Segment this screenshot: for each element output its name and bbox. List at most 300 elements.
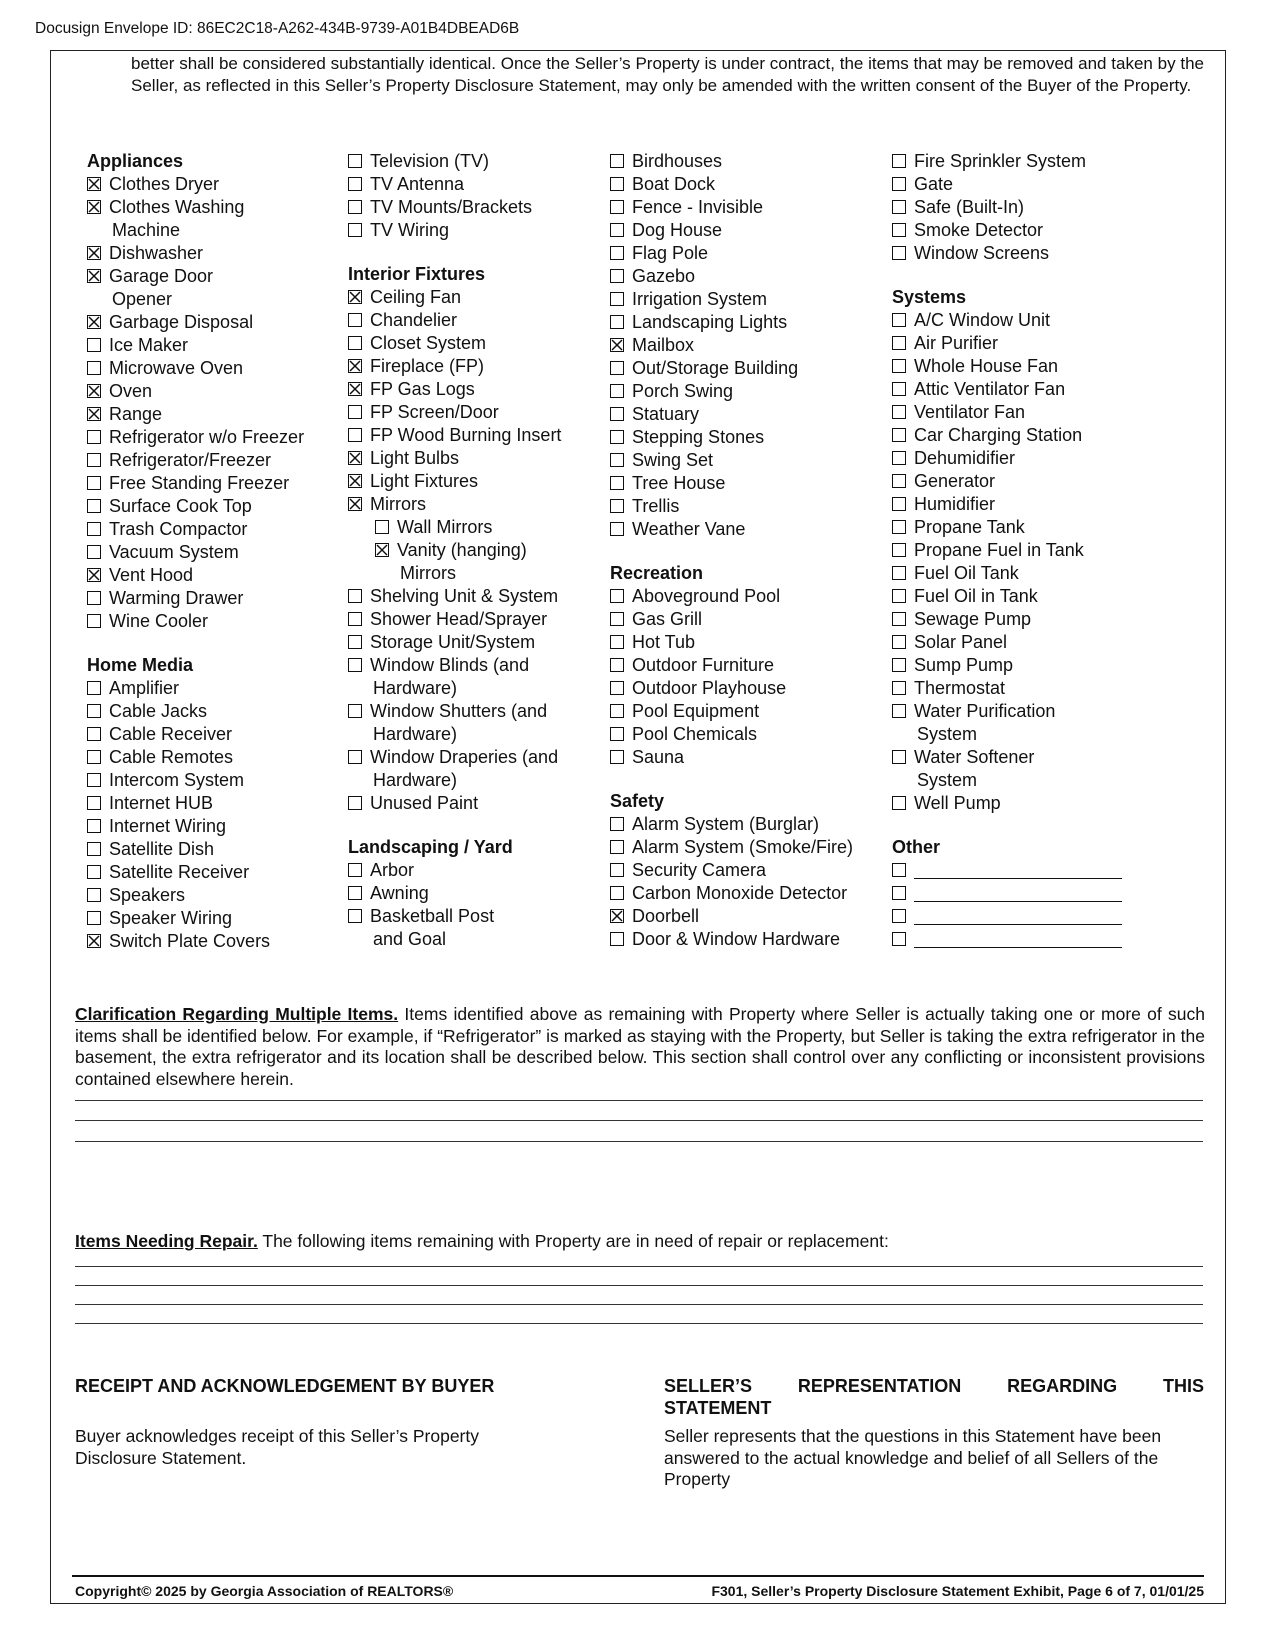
checkbox[interactable] bbox=[87, 773, 101, 787]
checklist-item-garbage-disposal[interactable] bbox=[87, 311, 304, 334]
checklist-item-outdoor-furniture[interactable] bbox=[610, 654, 853, 677]
clarification-text: Items identified above as remaining with Property where Seller is actually taking one or more of such items shall be identified below. For example, if “Refrigerator” is marked as staying with the Property, but Seller is taking the extra refrigerator in the basement, the extra refrigerator and its location shall be described below. This section shall control over any conflicting or inconsistent provisions contained elsewhere herein. bbox=[75, 1004, 1205, 1089]
checklist-item-trellis[interactable] bbox=[610, 495, 853, 518]
checkbox[interactable] bbox=[892, 635, 906, 649]
checklist-item-boat-dock[interactable] bbox=[610, 173, 853, 196]
checkbox[interactable] bbox=[610, 361, 624, 375]
checklist-item-attic-ventilator-fan[interactable] bbox=[892, 378, 1122, 401]
checkbox[interactable] bbox=[610, 932, 624, 946]
checkbox[interactable] bbox=[610, 315, 624, 329]
checklist-item-other[interactable] bbox=[892, 905, 1122, 928]
checkbox[interactable] bbox=[892, 451, 906, 465]
checklist-item-range[interactable] bbox=[87, 403, 304, 426]
checkbox[interactable] bbox=[610, 658, 624, 672]
other-item-blank-field[interactable] bbox=[914, 887, 1122, 902]
checkbox[interactable] bbox=[610, 154, 624, 168]
checklist-item-smoke-detector[interactable] bbox=[892, 219, 1122, 242]
checklist-item-doorbell[interactable] bbox=[610, 905, 853, 928]
repair-line[interactable] bbox=[75, 1304, 1203, 1305]
checklist-column-1 bbox=[87, 150, 304, 953]
repair-line[interactable] bbox=[75, 1266, 1203, 1267]
checklist-item-mailbox[interactable] bbox=[610, 334, 853, 357]
checklist-item-well-pump[interactable] bbox=[892, 792, 1122, 815]
checklist-item-speaker-wiring[interactable] bbox=[87, 907, 304, 930]
checklist-item-shelving-unit-system[interactable] bbox=[348, 585, 561, 608]
checkbox[interactable] bbox=[892, 704, 906, 718]
checklist-column-4 bbox=[892, 150, 1122, 951]
checkbox[interactable] bbox=[610, 453, 624, 467]
checkbox[interactable] bbox=[610, 886, 624, 900]
checklist-item-label: Irrigation System bbox=[632, 289, 768, 309]
checkbox[interactable] bbox=[610, 522, 624, 536]
checklist-item-refrigerator-freezer[interactable] bbox=[87, 449, 304, 472]
checklist-item-solar-panel[interactable] bbox=[892, 631, 1122, 654]
checkbox[interactable] bbox=[610, 269, 624, 283]
checkbox-checked[interactable] bbox=[87, 568, 101, 582]
checklist-item-label: Thermostat bbox=[914, 678, 1006, 698]
checklist-item-vent-hood[interactable] bbox=[87, 564, 304, 587]
checkbox[interactable] bbox=[87, 361, 101, 375]
checklist-item-label: Dehumidifier bbox=[914, 448, 1016, 468]
checkbox-checked[interactable] bbox=[87, 407, 101, 421]
checkbox[interactable] bbox=[87, 888, 101, 902]
checklist-item-sewage-pump[interactable] bbox=[892, 608, 1122, 631]
checkbox[interactable] bbox=[610, 200, 624, 214]
checklist-item-tv-wiring[interactable] bbox=[348, 219, 561, 242]
checklist-item-speakers[interactable] bbox=[87, 884, 304, 907]
checkbox[interactable] bbox=[892, 359, 906, 373]
checkbox[interactable] bbox=[87, 704, 101, 718]
checkbox[interactable] bbox=[610, 589, 624, 603]
checkbox[interactable] bbox=[610, 681, 624, 695]
checklist-item-thermostat[interactable] bbox=[892, 677, 1122, 700]
checkbox-checked[interactable] bbox=[348, 474, 362, 488]
checklist-item-irrigation-system[interactable] bbox=[610, 288, 853, 311]
checkbox-checked[interactable] bbox=[87, 200, 101, 214]
checkbox[interactable] bbox=[610, 476, 624, 490]
checkbox[interactable] bbox=[610, 704, 624, 718]
checklist-item-propane-fuel-in-tank[interactable] bbox=[892, 539, 1122, 562]
checklist-item-safe-built-in[interactable] bbox=[892, 196, 1122, 219]
checkbox-checked[interactable] bbox=[87, 177, 101, 191]
checkbox[interactable] bbox=[892, 520, 906, 534]
checklist-item-dehumidifier[interactable] bbox=[892, 447, 1122, 470]
checkbox[interactable] bbox=[348, 313, 362, 327]
checkbox[interactable] bbox=[892, 543, 906, 557]
checklist-item-gas-grill[interactable] bbox=[610, 608, 853, 631]
checkbox[interactable] bbox=[610, 840, 624, 854]
checklist-item-label: Fuel Oil Tank bbox=[914, 563, 1019, 583]
x-mark-icon bbox=[88, 247, 100, 259]
checklist-item-fp-gas-logs[interactable] bbox=[348, 378, 561, 401]
checkbox[interactable] bbox=[348, 612, 362, 626]
checklist-item-label: Aboveground Pool bbox=[632, 586, 781, 606]
clarification-paragraph bbox=[75, 1004, 1205, 1090]
checklist-item-weather-vane[interactable] bbox=[610, 518, 853, 541]
checklist-item-switch-plate-covers[interactable] bbox=[87, 930, 304, 953]
checkbox[interactable] bbox=[87, 614, 101, 628]
checkbox[interactable] bbox=[87, 911, 101, 925]
checklist-item-car-charging-station[interactable] bbox=[892, 424, 1122, 447]
checklist-item-humidifier[interactable] bbox=[892, 493, 1122, 516]
checkbox[interactable] bbox=[87, 865, 101, 879]
checklist-item-hot-tub[interactable] bbox=[610, 631, 853, 654]
checkbox[interactable] bbox=[348, 796, 362, 810]
checkbox[interactable] bbox=[348, 909, 362, 923]
checklist-item-statuary[interactable] bbox=[610, 403, 853, 426]
checklist-item-ice-maker[interactable] bbox=[87, 334, 304, 357]
checklist-item-other[interactable] bbox=[892, 859, 1122, 882]
checklist-item-alarm-system-burglar[interactable] bbox=[610, 813, 853, 836]
checkbox[interactable] bbox=[610, 727, 624, 741]
checklist-item-surface-cook-top[interactable] bbox=[87, 495, 304, 518]
spacer bbox=[348, 242, 561, 263]
checklist-item-other[interactable] bbox=[892, 928, 1122, 951]
checklist-item-porch-swing[interactable] bbox=[610, 380, 853, 403]
checklist-item-gazebo[interactable] bbox=[610, 265, 853, 288]
checklist-item-refrigerator-w-o-freezer[interactable] bbox=[87, 426, 304, 449]
checkbox[interactable] bbox=[348, 428, 362, 442]
checklist-item-awning[interactable] bbox=[348, 882, 561, 905]
checklist-item-label: Window Shutters (and bbox=[370, 701, 548, 721]
checklist-item-internet-hub[interactable] bbox=[87, 792, 304, 815]
item-label-continuation: System bbox=[917, 770, 978, 790]
checkbox[interactable] bbox=[348, 154, 362, 168]
checklist-item-garage-door[interactable] bbox=[87, 265, 304, 288]
checklist-item-a-c-window-unit[interactable] bbox=[892, 309, 1122, 332]
checkbox-checked[interactable] bbox=[87, 269, 101, 283]
checklist-item-tv-antenna[interactable] bbox=[348, 173, 561, 196]
checklist-item-trash-compactor[interactable] bbox=[87, 518, 304, 541]
checklist-item-label: Arbor bbox=[370, 860, 415, 880]
checklist-item-label: Water Softener bbox=[914, 747, 1035, 767]
checkbox[interactable] bbox=[87, 727, 101, 741]
checklist-item-sauna[interactable] bbox=[610, 746, 853, 769]
checklist-column-2 bbox=[348, 150, 561, 951]
checklist-item-aboveground-pool[interactable] bbox=[610, 585, 853, 608]
checklist-item-cable-receiver[interactable] bbox=[87, 723, 304, 746]
checklist-item-label: Stepping Stones bbox=[632, 427, 765, 447]
checklist-item-arbor[interactable] bbox=[348, 859, 561, 882]
checkbox[interactable] bbox=[87, 591, 101, 605]
section-heading-landscaping-yard: Landscaping / Yard bbox=[348, 837, 513, 857]
checklist-item-wall-mirrors[interactable] bbox=[348, 516, 561, 539]
checkbox[interactable] bbox=[892, 750, 906, 764]
checkbox[interactable] bbox=[892, 382, 906, 396]
checkbox-checked[interactable] bbox=[348, 451, 362, 465]
checklist-item-fp-screen-door[interactable] bbox=[348, 401, 561, 424]
checklist-item-microwave-oven[interactable] bbox=[87, 357, 304, 380]
checkbox[interactable] bbox=[610, 750, 624, 764]
checkbox[interactable] bbox=[610, 499, 624, 513]
checklist-item-warming-drawer[interactable] bbox=[87, 587, 304, 610]
checklist-item-label: Ventilator Fan bbox=[914, 402, 1026, 422]
checklist-item-cable-jacks[interactable] bbox=[87, 700, 304, 723]
checkbox[interactable] bbox=[610, 430, 624, 444]
checklist-item-television-tv[interactable] bbox=[348, 150, 561, 173]
checklist-item-dog-house[interactable] bbox=[610, 219, 853, 242]
checkbox[interactable] bbox=[87, 545, 101, 559]
checkbox[interactable] bbox=[892, 336, 906, 350]
checkbox[interactable] bbox=[348, 886, 362, 900]
checklist-item-air-purifier[interactable] bbox=[892, 332, 1122, 355]
checkbox[interactable] bbox=[87, 522, 101, 536]
checkbox[interactable] bbox=[87, 499, 101, 513]
checkbox-checked[interactable] bbox=[87, 384, 101, 398]
checkbox[interactable] bbox=[87, 750, 101, 764]
section-heading-recreation: Recreation bbox=[610, 563, 704, 583]
checklist-item-gate[interactable] bbox=[892, 173, 1122, 196]
checkbox[interactable] bbox=[348, 589, 362, 603]
checklist-item-label: Microwave Oven bbox=[109, 358, 244, 378]
checklist-item-light-fixtures[interactable] bbox=[348, 470, 561, 493]
checkbox-checked[interactable] bbox=[87, 246, 101, 260]
checklist-item-label: Doorbell bbox=[632, 906, 700, 926]
checkbox-checked[interactable] bbox=[87, 315, 101, 329]
checklist-item-stepping-stones[interactable] bbox=[610, 426, 853, 449]
checklist-item-shower-head-sprayer[interactable] bbox=[348, 608, 561, 631]
checkbox-checked[interactable] bbox=[348, 290, 362, 304]
checklist-item-carbon-monoxide-detector[interactable] bbox=[610, 882, 853, 905]
checkbox[interactable] bbox=[87, 338, 101, 352]
checkbox-checked[interactable] bbox=[610, 909, 624, 923]
checkbox[interactable] bbox=[892, 612, 906, 626]
clarification-line[interactable] bbox=[75, 1120, 1203, 1121]
checkbox-checked[interactable] bbox=[348, 359, 362, 373]
checkbox-checked[interactable] bbox=[87, 934, 101, 948]
checklist-item-label: Fire Sprinkler System bbox=[914, 151, 1087, 171]
checkbox[interactable] bbox=[892, 246, 906, 260]
checkbox[interactable] bbox=[892, 681, 906, 695]
checkbox[interactable] bbox=[892, 177, 906, 191]
footer-form-id: F301, Seller’s Property Disclosure Statement Exhibit, Page 6 of 7, 01/01/25 bbox=[711, 1583, 1204, 1599]
buyer-heading: RECEIPT AND ACKNOWLEDGEMENT BY BUYER bbox=[75, 1376, 495, 1396]
checkbox[interactable] bbox=[348, 200, 362, 214]
checklist-item-clothes-washing[interactable] bbox=[87, 196, 304, 219]
checkbox[interactable] bbox=[892, 313, 906, 327]
checkbox[interactable] bbox=[892, 154, 906, 168]
checklist-item-label: Alarm System (Smoke/Fire) bbox=[632, 837, 854, 857]
checklist-item-pool-chemicals[interactable] bbox=[610, 723, 853, 746]
checklist-item-label: Door & Window Hardware bbox=[632, 929, 841, 949]
checkbox[interactable] bbox=[892, 909, 906, 923]
checkbox[interactable] bbox=[610, 384, 624, 398]
checklist-item-label: Car Charging Station bbox=[914, 425, 1083, 445]
checklist-item-label: Garbage Disposal bbox=[109, 312, 254, 332]
checklist-item-satellite-receiver[interactable] bbox=[87, 861, 304, 884]
checklist-item-internet-wiring[interactable] bbox=[87, 815, 304, 838]
checklist-item-whole-house-fan[interactable] bbox=[892, 355, 1122, 378]
checklist-item-window-shutters-and[interactable] bbox=[348, 700, 561, 723]
checklist-item-fp-wood-burning-insert[interactable] bbox=[348, 424, 561, 447]
checklist-item-unused-paint[interactable] bbox=[348, 792, 561, 815]
checkbox[interactable] bbox=[892, 566, 906, 580]
checkbox[interactable] bbox=[610, 177, 624, 191]
spacer bbox=[610, 541, 853, 562]
clarification-line[interactable] bbox=[75, 1100, 1203, 1101]
checklist-item-cable-remotes[interactable] bbox=[87, 746, 304, 769]
checkbox[interactable] bbox=[610, 223, 624, 237]
checklist-item-landscaping-lights[interactable] bbox=[610, 311, 853, 334]
section-heading-other: Other bbox=[892, 837, 941, 857]
checklist-item-birdhouses[interactable] bbox=[610, 150, 853, 173]
checklist-item-tree-house[interactable] bbox=[610, 472, 853, 495]
checklist-item-propane-tank[interactable] bbox=[892, 516, 1122, 539]
checkbox[interactable] bbox=[348, 704, 362, 718]
checklist-item-storage-unit-system[interactable] bbox=[348, 631, 561, 654]
checklist-item-label: Switch Plate Covers bbox=[109, 931, 271, 951]
checklist-item-window-blinds-and[interactable] bbox=[348, 654, 561, 677]
checklist-item-swing-set[interactable] bbox=[610, 449, 853, 472]
checklist-item-alarm-system-smoke-fire[interactable] bbox=[610, 836, 853, 859]
checkbox[interactable] bbox=[610, 817, 624, 831]
item-label-continuation: Hardware) bbox=[373, 678, 458, 698]
checkbox[interactable] bbox=[348, 635, 362, 649]
repair-line[interactable] bbox=[75, 1285, 1203, 1286]
checkbox[interactable] bbox=[892, 796, 906, 810]
checkbox[interactable] bbox=[348, 336, 362, 350]
checkbox[interactable] bbox=[892, 223, 906, 237]
checklist-item-label: Pool Chemicals bbox=[632, 724, 758, 744]
checklist-item-fence-invisible[interactable] bbox=[610, 196, 853, 219]
checkbox[interactable] bbox=[87, 430, 101, 444]
checklist-item-dishwasher[interactable] bbox=[87, 242, 304, 265]
checklist-item-label: Refrigerator w/o Freezer bbox=[109, 427, 305, 447]
checklist-item-water-softener[interactable] bbox=[892, 746, 1122, 769]
checkbox[interactable] bbox=[348, 405, 362, 419]
checklist-item-label: Pool Equipment bbox=[632, 701, 760, 721]
checklist-item-fuel-oil-tank[interactable] bbox=[892, 562, 1122, 585]
other-item-blank-field[interactable] bbox=[914, 933, 1122, 948]
checkbox[interactable] bbox=[348, 177, 362, 191]
checklist-item-satellite-dish[interactable] bbox=[87, 838, 304, 861]
checklist-item-vanity-hanging[interactable] bbox=[348, 539, 561, 562]
checklist-item-other[interactable] bbox=[892, 882, 1122, 905]
checkbox[interactable] bbox=[892, 886, 906, 900]
checkbox[interactable] bbox=[375, 520, 389, 534]
checklist-item-label: Free Standing Freezer bbox=[109, 473, 290, 493]
checklist-item-light-bulbs[interactable] bbox=[348, 447, 561, 470]
x-mark-icon bbox=[349, 360, 361, 372]
checkbox[interactable] bbox=[892, 474, 906, 488]
checklist-item-pool-equipment[interactable] bbox=[610, 700, 853, 723]
checklist-item-closet-system[interactable] bbox=[348, 332, 561, 355]
checkbox[interactable] bbox=[87, 819, 101, 833]
checklist-item-label: Whole House Fan bbox=[914, 356, 1059, 376]
checklist-item-vacuum-system[interactable] bbox=[87, 541, 304, 564]
checklist-item-fire-sprinkler-system[interactable] bbox=[892, 150, 1122, 173]
checklist-item-free-standing-freezer[interactable] bbox=[87, 472, 304, 495]
checklist-item-chandelier[interactable] bbox=[348, 309, 561, 332]
checklist-item-outdoor-playhouse[interactable] bbox=[610, 677, 853, 700]
checklist-item-wine-cooler[interactable] bbox=[87, 610, 304, 633]
checklist-item-window-draperies-and[interactable] bbox=[348, 746, 561, 769]
checkbox[interactable] bbox=[348, 863, 362, 877]
checklist-item-ventilator-fan[interactable] bbox=[892, 401, 1122, 424]
checklist-item-basketball-post[interactable] bbox=[348, 905, 561, 928]
checkbox[interactable] bbox=[348, 658, 362, 672]
checklist-item-window-screens[interactable] bbox=[892, 242, 1122, 265]
checklist-item-security-camera[interactable] bbox=[610, 859, 853, 882]
seller-heading bbox=[664, 1375, 1204, 1419]
checkbox-checked[interactable] bbox=[375, 543, 389, 557]
checkbox[interactable] bbox=[87, 476, 101, 490]
clarification-line[interactable] bbox=[75, 1141, 1203, 1142]
checkbox[interactable] bbox=[892, 863, 906, 877]
repair-line[interactable] bbox=[75, 1323, 1203, 1324]
other-item-blank-field[interactable] bbox=[914, 910, 1122, 925]
checklist-item-label: Garage Door bbox=[109, 266, 214, 286]
checkbox[interactable] bbox=[87, 842, 101, 856]
x-mark-icon bbox=[376, 544, 388, 556]
checkbox[interactable] bbox=[892, 932, 906, 946]
x-mark-icon bbox=[88, 316, 100, 328]
checklist-item-clothes-dryer[interactable] bbox=[87, 173, 304, 196]
checklist-item-generator[interactable] bbox=[892, 470, 1122, 493]
checkbox[interactable] bbox=[892, 405, 906, 419]
checkbox[interactable] bbox=[87, 453, 101, 467]
checkbox-checked[interactable] bbox=[348, 382, 362, 396]
checklist-item-label: Sauna bbox=[632, 747, 685, 767]
checklist-item-door-window-hardware[interactable] bbox=[610, 928, 853, 951]
checklist-item-label: Wall Mirrors bbox=[397, 517, 493, 537]
checklist-item-tv-mounts-brackets[interactable] bbox=[348, 196, 561, 219]
x-mark-icon bbox=[611, 910, 623, 922]
checkbox[interactable] bbox=[610, 863, 624, 877]
checklist-item-label: Intercom System bbox=[109, 770, 245, 790]
checklist-item-intercom-system[interactable] bbox=[87, 769, 304, 792]
checkbox[interactable] bbox=[892, 428, 906, 442]
checkbox[interactable] bbox=[610, 407, 624, 421]
checkbox[interactable] bbox=[610, 292, 624, 306]
spacer bbox=[610, 769, 853, 790]
checklist-item-water-purification[interactable] bbox=[892, 700, 1122, 723]
checkbox-checked[interactable] bbox=[610, 338, 624, 352]
checklist-item-label: Gazebo bbox=[632, 266, 696, 286]
checkbox[interactable] bbox=[87, 796, 101, 810]
checklist-item-label: Amplifier bbox=[109, 678, 180, 698]
checklist-item-oven[interactable] bbox=[87, 380, 304, 403]
other-item-blank-field[interactable] bbox=[914, 864, 1122, 879]
checklist-item-mirrors[interactable] bbox=[348, 493, 561, 516]
checkbox[interactable] bbox=[892, 658, 906, 672]
checklist-item-sump-pump[interactable] bbox=[892, 654, 1122, 677]
spacer bbox=[87, 633, 304, 654]
checkbox[interactable] bbox=[610, 612, 624, 626]
checklist-item-flag-pole[interactable] bbox=[610, 242, 853, 265]
checkbox-checked[interactable] bbox=[348, 497, 362, 511]
checklist-item-ceiling-fan[interactable] bbox=[348, 286, 561, 309]
checkbox[interactable] bbox=[348, 223, 362, 237]
checkbox[interactable] bbox=[892, 589, 906, 603]
checklist-item-label: Well Pump bbox=[914, 793, 1001, 813]
checkbox[interactable] bbox=[348, 750, 362, 764]
checkbox[interactable] bbox=[892, 200, 906, 214]
checkbox[interactable] bbox=[87, 681, 101, 695]
checklist-item-amplifier[interactable] bbox=[87, 677, 304, 700]
checkbox[interactable] bbox=[610, 246, 624, 260]
checklist-item-label: Outdoor Furniture bbox=[632, 655, 775, 675]
checklist-item-label: Water Purification bbox=[914, 701, 1056, 721]
checklist-item-fuel-oil-in-tank[interactable] bbox=[892, 585, 1122, 608]
checkbox[interactable] bbox=[610, 635, 624, 649]
checklist-item-label: Ceiling Fan bbox=[370, 287, 462, 307]
checklist-item-label: Propane Tank bbox=[914, 517, 1025, 537]
spacer bbox=[892, 265, 1122, 286]
checklist-item-out-storage-building[interactable] bbox=[610, 357, 853, 380]
checklist-item-fireplace-fp[interactable] bbox=[348, 355, 561, 378]
checkbox[interactable] bbox=[892, 497, 906, 511]
